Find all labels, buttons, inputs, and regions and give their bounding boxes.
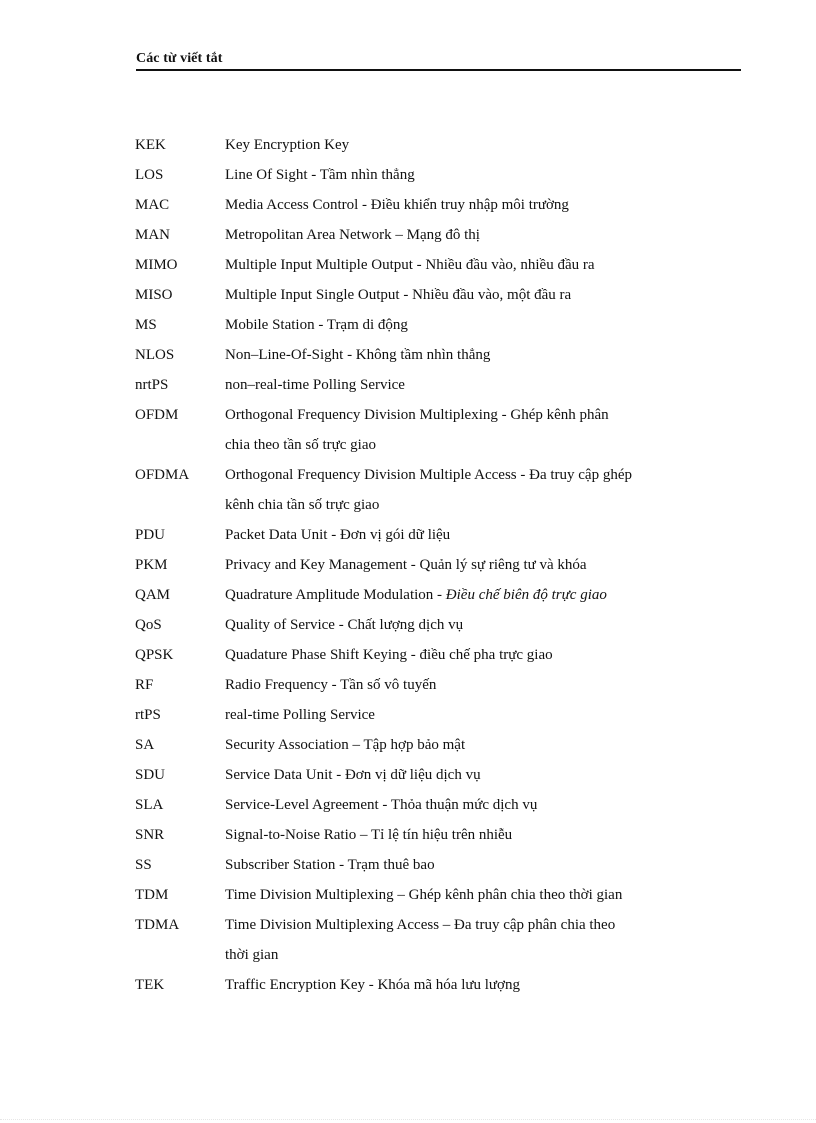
abbreviation-row	[135, 910, 735, 970]
abbreviation-term: TDMA	[135, 917, 180, 933]
abbreviation-term: KEK	[135, 137, 166, 153]
abbreviation-term: SDU	[135, 767, 166, 783]
abbreviation-definition	[225, 190, 735, 220]
definition-text: Time Division Multiplexing – Ghép kênh phân chia theo thời gian	[225, 887, 623, 903]
definition-text: chia theo tần số trực giao	[225, 437, 376, 453]
abbreviation-row	[135, 130, 735, 160]
definition-text: Radio Frequency - Tần số vô tuyến	[225, 677, 437, 693]
definition-text: Line Of Sight - Tầm nhìn thẳng	[225, 167, 415, 183]
definition-text: Media Access Control - Điều khiển truy nhập môi trường	[225, 197, 569, 213]
page-title: Các từ viết tắt	[136, 51, 223, 66]
definition-text: kênh chia tần số trực giao	[225, 497, 380, 513]
abbreviation-term: SA	[135, 737, 155, 753]
definition-line	[225, 490, 735, 520]
abbreviation-term: TEK	[135, 977, 165, 993]
abbreviation-definition	[225, 610, 735, 640]
abbreviation-row	[135, 730, 735, 760]
definition-line	[225, 790, 735, 820]
abbreviation-definition	[225, 970, 735, 1000]
definition-line	[225, 340, 735, 370]
abbreviation-row	[135, 520, 735, 550]
abbreviation-definition	[225, 760, 735, 790]
abbreviation-term: OFDM	[135, 407, 179, 423]
abbreviation-row	[135, 610, 735, 640]
definition-line	[225, 370, 735, 400]
abbreviation-term: SS	[135, 857, 152, 873]
definition-line	[225, 220, 735, 250]
abbreviation-term: LOS	[135, 167, 164, 183]
definition-line	[225, 160, 735, 190]
definition-text: Subscriber Station - Trạm thuê bao	[225, 857, 435, 873]
abbreviation-term: QAM	[135, 587, 171, 603]
abbreviation-definition	[225, 460, 735, 520]
abbreviation-row	[135, 370, 735, 400]
definition-line	[225, 850, 735, 880]
definition-line	[225, 400, 735, 430]
definition-text: Quadrature Amplitude Modulation -	[225, 587, 446, 603]
abbreviation-row	[135, 310, 735, 340]
abbreviation-definition	[225, 790, 735, 820]
abbreviation-row	[135, 700, 735, 730]
abbreviation-row	[135, 550, 735, 580]
definition-line	[225, 130, 735, 160]
definition-text: Security Association – Tập hợp bảo mật	[225, 737, 466, 753]
definition-line	[225, 640, 735, 670]
definition-text: Quality of Service - Chất lượng dịch vụ	[225, 617, 464, 633]
abbreviation-definition	[225, 370, 735, 400]
definition-text: real-time Polling Service	[225, 707, 375, 723]
abbreviation-definition	[225, 400, 735, 460]
definition-line	[225, 430, 735, 460]
definition-text: Service-Level Agreement - Thỏa thuận mức dịch vụ	[225, 797, 538, 813]
abbreviation-definition	[225, 850, 735, 880]
abbreviation-definition	[225, 250, 735, 280]
definition-text: thời gian	[225, 947, 279, 963]
abbreviation-definition	[225, 280, 735, 310]
definition-line	[225, 970, 735, 1000]
definition-line	[225, 760, 735, 790]
definition-text: Orthogonal Frequency Division Multiple Access - Đa truy cập ghép	[225, 467, 632, 483]
abbreviation-row	[135, 850, 735, 880]
abbreviation-term: PDU	[135, 527, 166, 543]
abbreviation-list	[135, 130, 735, 1000]
abbreviation-definition	[225, 340, 735, 370]
abbreviation-term: MAN	[135, 227, 171, 243]
abbreviation-term: RF	[135, 677, 154, 693]
abbreviation-row	[135, 820, 735, 850]
abbreviation-definition	[225, 910, 735, 970]
abbreviation-row	[135, 670, 735, 700]
abbreviation-definition	[225, 220, 735, 250]
abbreviation-row	[135, 760, 735, 790]
definition-line	[225, 610, 735, 640]
abbreviation-row	[135, 460, 735, 520]
definition-line	[225, 880, 735, 910]
abbreviation-definition	[225, 820, 735, 850]
definition-line	[225, 910, 735, 940]
definition-text: Service Data Unit - Đơn vị dữ liệu dịch vụ	[225, 767, 481, 783]
abbreviation-row	[135, 580, 735, 610]
page-header	[136, 50, 741, 71]
definition-italic-text: Điều chế biên độ trực giao	[445, 587, 607, 603]
abbreviation-definition	[225, 550, 735, 580]
definition-line	[225, 820, 735, 850]
definition-text: Orthogonal Frequency Division Multiplexing - Ghép kênh phân	[225, 407, 609, 423]
abbreviation-term: QoS	[135, 617, 162, 633]
definition-text: Non–Line-Of-Sight - Không tầm nhìn thẳng	[225, 347, 491, 363]
abbreviation-row	[135, 280, 735, 310]
abbreviation-term: MAC	[135, 197, 170, 213]
definition-line	[225, 580, 735, 610]
abbreviation-term: nrtPS	[135, 377, 169, 393]
definition-text: Packet Data Unit - Đơn vị gói dữ liệu	[225, 527, 451, 543]
abbreviation-term: NLOS	[135, 347, 175, 363]
abbreviation-term: QPSK	[135, 647, 174, 663]
abbreviation-definition	[225, 160, 735, 190]
definition-line	[225, 940, 735, 970]
abbreviation-definition	[225, 880, 735, 910]
definition-text: Quadature Phase Shift Keying - điều chế pha trực giao	[225, 647, 553, 663]
definition-text: Signal-to-Noise Ratio – Tỉ lệ tín hiệu trên nhiễu	[225, 827, 513, 843]
abbreviation-definition	[225, 130, 735, 160]
abbreviation-row	[135, 190, 735, 220]
abbreviation-row	[135, 640, 735, 670]
definition-line	[225, 700, 735, 730]
definition-text: Traffic Encryption Key - Khóa mã hóa lưu lượng	[225, 977, 520, 993]
definition-text: Mobile Station - Trạm di động	[225, 317, 408, 333]
abbreviation-term: TDM	[135, 887, 169, 903]
abbreviation-term: SLA	[135, 797, 164, 813]
definition-line	[225, 190, 735, 220]
abbreviation-definition	[225, 700, 735, 730]
abbreviation-term: MIMO	[135, 257, 178, 273]
definition-line	[225, 670, 735, 700]
definition-text: Time Division Multiplexing Access – Đa truy cập phân chia theo	[225, 917, 616, 933]
abbreviation-term: rtPS	[135, 707, 161, 723]
definition-text: Multiple Input Single Output - Nhiều đầu vào, một đầu ra	[225, 287, 572, 303]
abbreviation-term: SNR	[135, 827, 165, 843]
abbreviation-row	[135, 880, 735, 910]
abbreviation-definition	[225, 580, 735, 610]
definition-line	[225, 250, 735, 280]
abbreviation-definition	[225, 640, 735, 670]
abbreviation-term: OFDMA	[135, 467, 190, 483]
abbreviation-definition	[225, 670, 735, 700]
abbreviation-term: MISO	[135, 287, 173, 303]
definition-text: non–real-time Polling Service	[225, 377, 405, 393]
definition-text: Key Encryption Key	[225, 137, 350, 153]
definition-text: Multiple Input Multiple Output - Nhiều đầu vào, nhiều đầu ra	[225, 257, 595, 273]
definition-text: Metropolitan Area Network – Mạng đô thị	[225, 227, 480, 243]
definition-line	[225, 730, 735, 760]
abbreviation-definition	[225, 520, 735, 550]
abbreviation-row	[135, 340, 735, 370]
definition-line	[225, 280, 735, 310]
definition-line	[225, 520, 735, 550]
abbreviation-row	[135, 970, 735, 1000]
abbreviation-row	[135, 160, 735, 190]
abbreviation-definition	[225, 730, 735, 760]
abbreviation-row	[135, 400, 735, 460]
definition-line	[225, 310, 735, 340]
abbreviation-row	[135, 250, 735, 280]
abbreviation-term: PKM	[135, 557, 168, 573]
abbreviation-row	[135, 790, 735, 820]
abbreviation-definition	[225, 310, 735, 340]
abbreviation-term: MS	[135, 317, 157, 333]
definition-line	[225, 550, 735, 580]
definition-text: Privacy and Key Management - Quản lý sự riêng tư và khóa	[225, 557, 587, 573]
page-bottom-dotted-border	[0, 1119, 816, 1120]
definition-line	[225, 460, 735, 490]
abbreviation-row	[135, 220, 735, 250]
